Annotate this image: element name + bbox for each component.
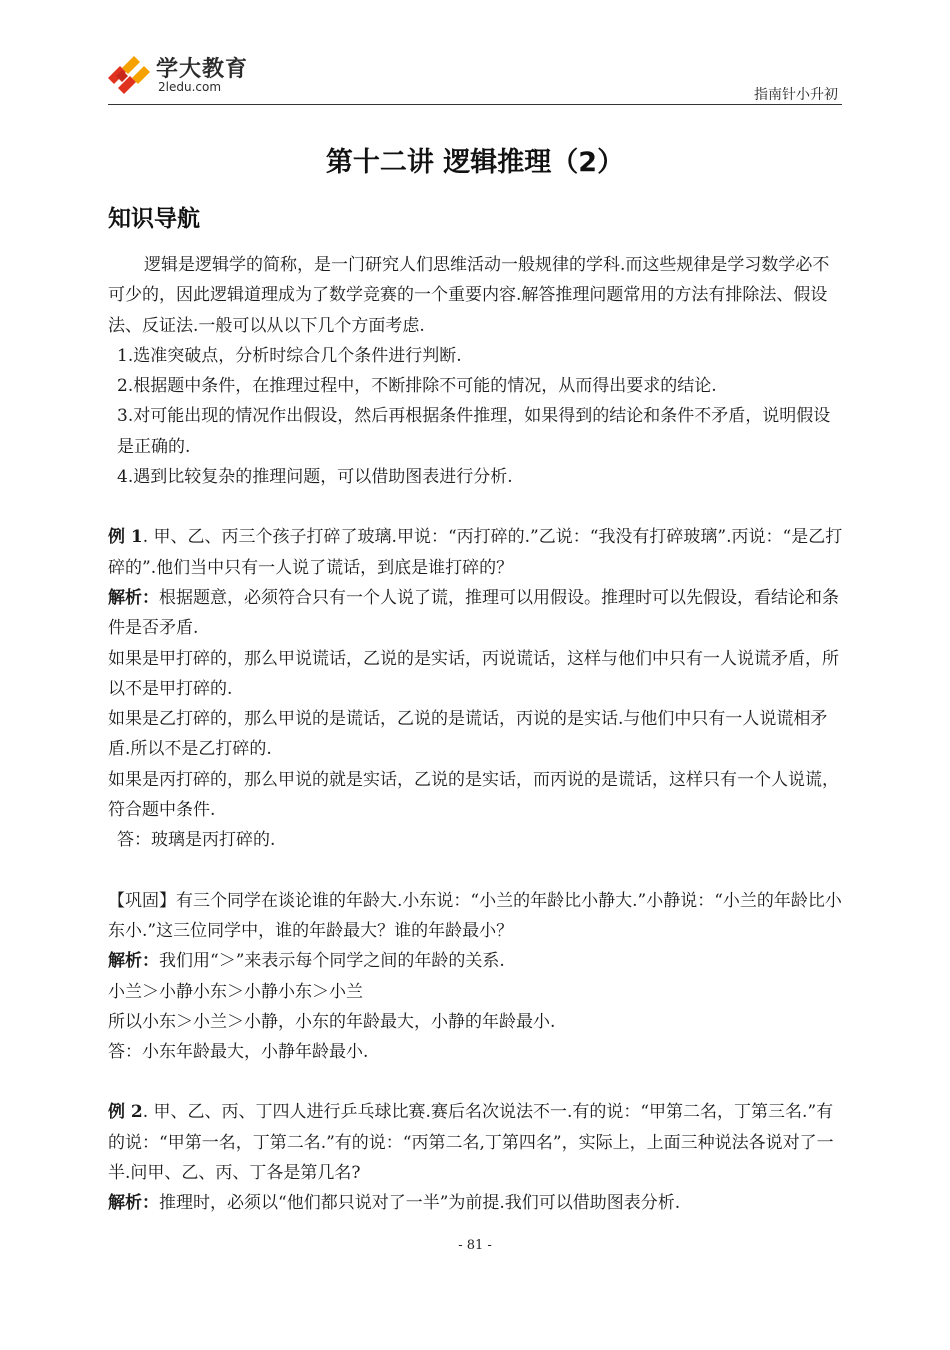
page-number: - 81 -: [458, 1238, 492, 1253]
consolidate-line: 小兰＞小静小东＞小静小东＞小兰: [108, 981, 363, 1002]
consolidate-answer: 答：小东年龄最大，小静年龄最小.: [108, 1042, 369, 1063]
consolidate-analysis-text: 我们用“＞”来表示每个同学之间的年龄的关系.: [159, 951, 505, 972]
intro-item: 4.遇到比较复杂的推理问题，可以借助图表进行分析.: [117, 467, 513, 488]
consolidate-question-text: 有三个同学在谈论谁的年龄大.小东说：“小兰的年龄比小静大.”小静说：“小兰的年龄比小东小.”这三位同学中，谁的年龄最大？谁的年龄最小？: [108, 890, 842, 941]
consolidate-question: [108, 886, 843, 947]
consolidate-label: 【巩固】: [108, 890, 176, 911]
example2-analysis: [108, 1188, 843, 1218]
intro-paragraph: 逻辑是逻辑学的简称，是一门研究人们思维活动一般规律的学科.而这些规律是学习数学必不可少的，因此逻辑道理成为了数学竞赛的一个重要内容.解答推理问题常用的方法有排除法、假设法、反证法.一般可以从以下几个方面考虑.: [108, 255, 830, 336]
example1-case: 如果是甲打碎的，那么甲说谎话，乙说的是实话，丙说谎话，这样与他们中只有一人说谎矛盾，所以不是甲打碎的.: [108, 648, 839, 699]
intro-item: 2.根据题中条件，在推理过程中，不断排除不可能的情况，从而得出要求的结论.: [117, 376, 717, 397]
example1-answer: 答：玻璃是丙打碎的.: [117, 830, 276, 851]
example2-label: 例 2: [108, 1102, 143, 1123]
header-divider: [108, 104, 842, 105]
example2-analysis-text: 推理时，必须以“他们都只说对了一半”为前提.我们可以借助图表分析.: [159, 1193, 681, 1214]
spacer: [108, 1067, 843, 1097]
example1-analysis-text: 根据题意，必须符合只有一个人说了谎，推理可以用假设。推理时可以先假设，看结论和条件是否矛盾.: [108, 587, 839, 639]
example1-case: 如果是乙打碎的，那么甲说的是谎话，乙说的是谎话，丙说的是实话.与他们中只有一人说谎相矛盾.所以不是乙打碎的.: [108, 709, 828, 760]
document-body: [108, 250, 843, 1219]
logo: [106, 50, 286, 96]
example1-question-text: . 甲、乙、丙三个孩子打碎了玻璃.甲说：“丙打碎的.”乙说：“我没有打碎玻璃”.丙说：“是乙打碎的”.他们当中只有一人说了谎话，到底是谁打碎的？: [108, 527, 843, 578]
consolidate-analysis: [108, 946, 843, 976]
example1-case: 如果是丙打碎的，那么甲说的就是实话，乙说的是实话，而丙说的是谎话，这样只有一个人说谎，符合题中条件.: [108, 769, 839, 821]
page-title: 第十二讲 逻辑推理（2）: [325, 147, 625, 178]
section-heading: 知识导航: [108, 206, 200, 232]
example1-analysis: [108, 583, 843, 644]
analysis-label: 解析：: [108, 587, 159, 608]
spacer: [108, 492, 843, 522]
example1-question: [108, 522, 843, 583]
example1-label: 例 1: [108, 527, 143, 548]
header-series: 指南针小升初: [754, 87, 838, 103]
consolidate-line: 所以小东＞小兰＞小静，小东的年龄最大，小静的年龄最小.: [108, 1011, 556, 1032]
logo-title: 学大教育: [156, 57, 249, 82]
analysis-label: 解析：: [108, 951, 159, 972]
example2-question: [108, 1097, 843, 1188]
analysis-label: 解析：: [108, 1193, 159, 1214]
logo-subtitle: 2ledu.com: [158, 80, 222, 94]
example2-question-text: . 甲、乙、丙、丁四人进行乒乓球比赛.赛后名次说法不一.有的说：“甲第二名，丁第三名.”有的说：“甲第一名，丁第二名.”有的说：“丙第二名,丁第四名”，实际上，上面三种说法各说对了一半.问甲、乙、丙、丁各是第几名?: [108, 1102, 834, 1184]
intro-item: 1.选准突破点，分析时综合几个条件进行判断.: [117, 345, 462, 366]
intro-item: 3.对可能出现的情况作出假设，然后再根据条件推理，如果得到的结论和条件不矛盾，说明假设是正确的.: [117, 406, 831, 457]
spacer: [108, 856, 843, 886]
logo-mark-icon: [106, 54, 150, 94]
